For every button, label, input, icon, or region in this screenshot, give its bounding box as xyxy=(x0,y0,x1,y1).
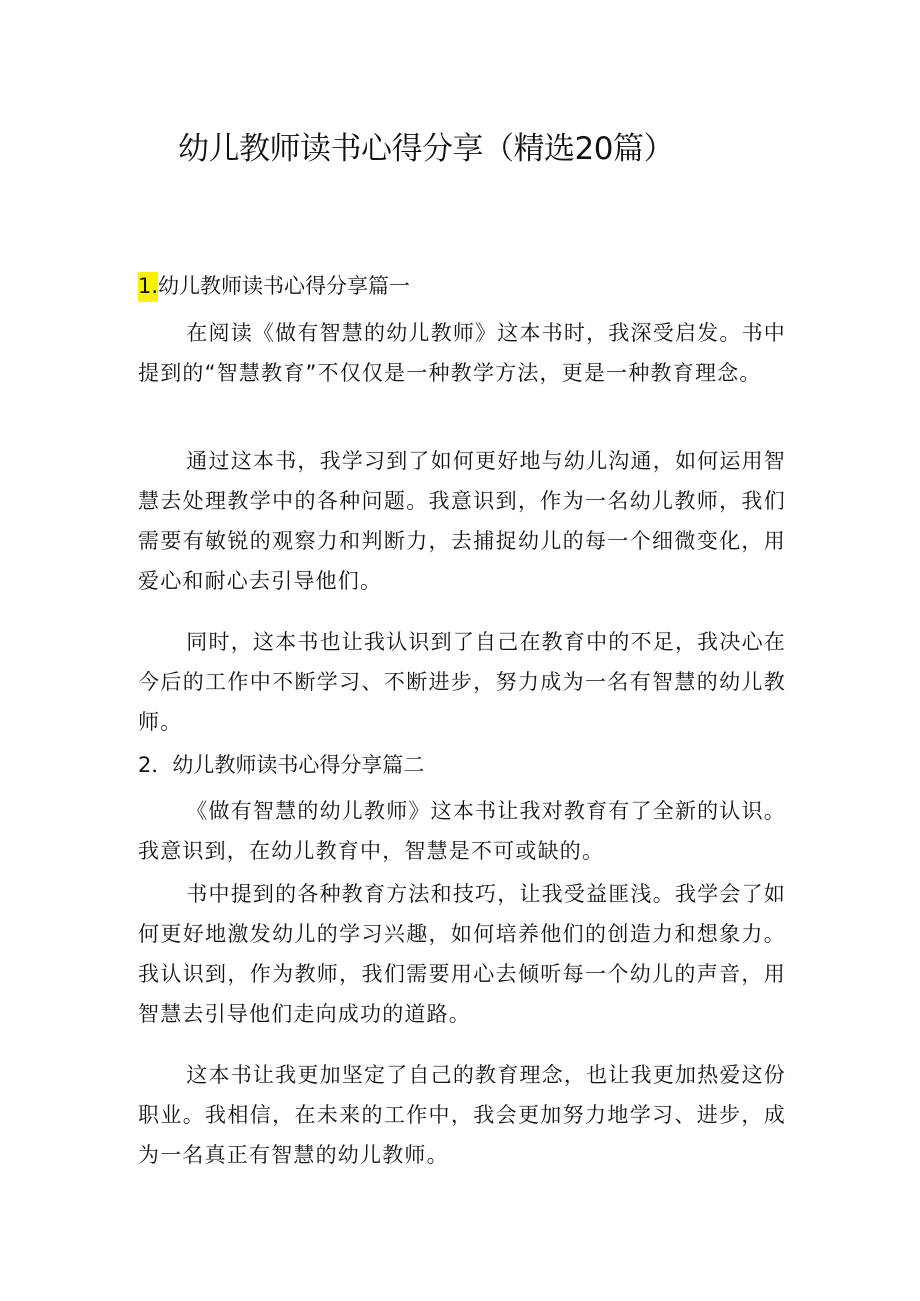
section-heading-2 xyxy=(138,747,424,783)
paragraph: 通过这本书，我学习到了如何更好地与幼儿沟通，如何运用智慧去处理教学中的各种问题。我意识到，作为一名幼儿教师，我们需要有敏锐的观察力和判断力，去捕捉幼儿的每一个细微变化，用爱心和耐心去引导他们。 xyxy=(138,449,786,593)
section-number: 2 xyxy=(138,753,152,777)
paragraph: 书中提到的各种教育方法和技巧，让我受益匪浅。我学会了如何更好地激发幼儿的学习兴趣，如何培养他们的创造力和想象力。我认识到，作为教师，我们需要用心去倾听每一个幼儿的声音，用智慧去引导他们走向成功的道路。 xyxy=(138,882,786,1026)
page-title: 幼儿教师读书心得分享（精选20篇） xyxy=(178,131,674,167)
section-heading-1 xyxy=(138,268,410,304)
paragraph: 这本书让我更加坚定了自己的教育理念，也让我更加热爱这份职业。我相信，在未来的工作中，我会更加努力地学习、进步，成为一名真正有智慧的幼儿教师。 xyxy=(138,1063,786,1167)
paragraph: 同时，这本书也让我认识到了自己在教育中的不足，我决心在今后的工作中不断学习、不断进步，努力成为一名有智慧的幼儿教师。 xyxy=(138,630,786,734)
section-number-highlight: 1. xyxy=(138,272,158,302)
paragraph: 在阅读《做有智慧的幼儿教师》这本书时，我深受启发。书中提到的“智慧教育”不仅仅是一种教学方法，更是一种教育理念。 xyxy=(138,321,786,385)
paragraph: 《做有智慧的幼儿教师》这本书让我对教育有了全新的认识。我意识到，在幼儿教育中，智慧是不可或缺的。 xyxy=(138,799,786,863)
section-heading-text: ．幼儿教师读书心得分享篇二 xyxy=(151,753,425,777)
section-heading-text: 幼儿教师读书心得分享篇一 xyxy=(158,274,411,298)
